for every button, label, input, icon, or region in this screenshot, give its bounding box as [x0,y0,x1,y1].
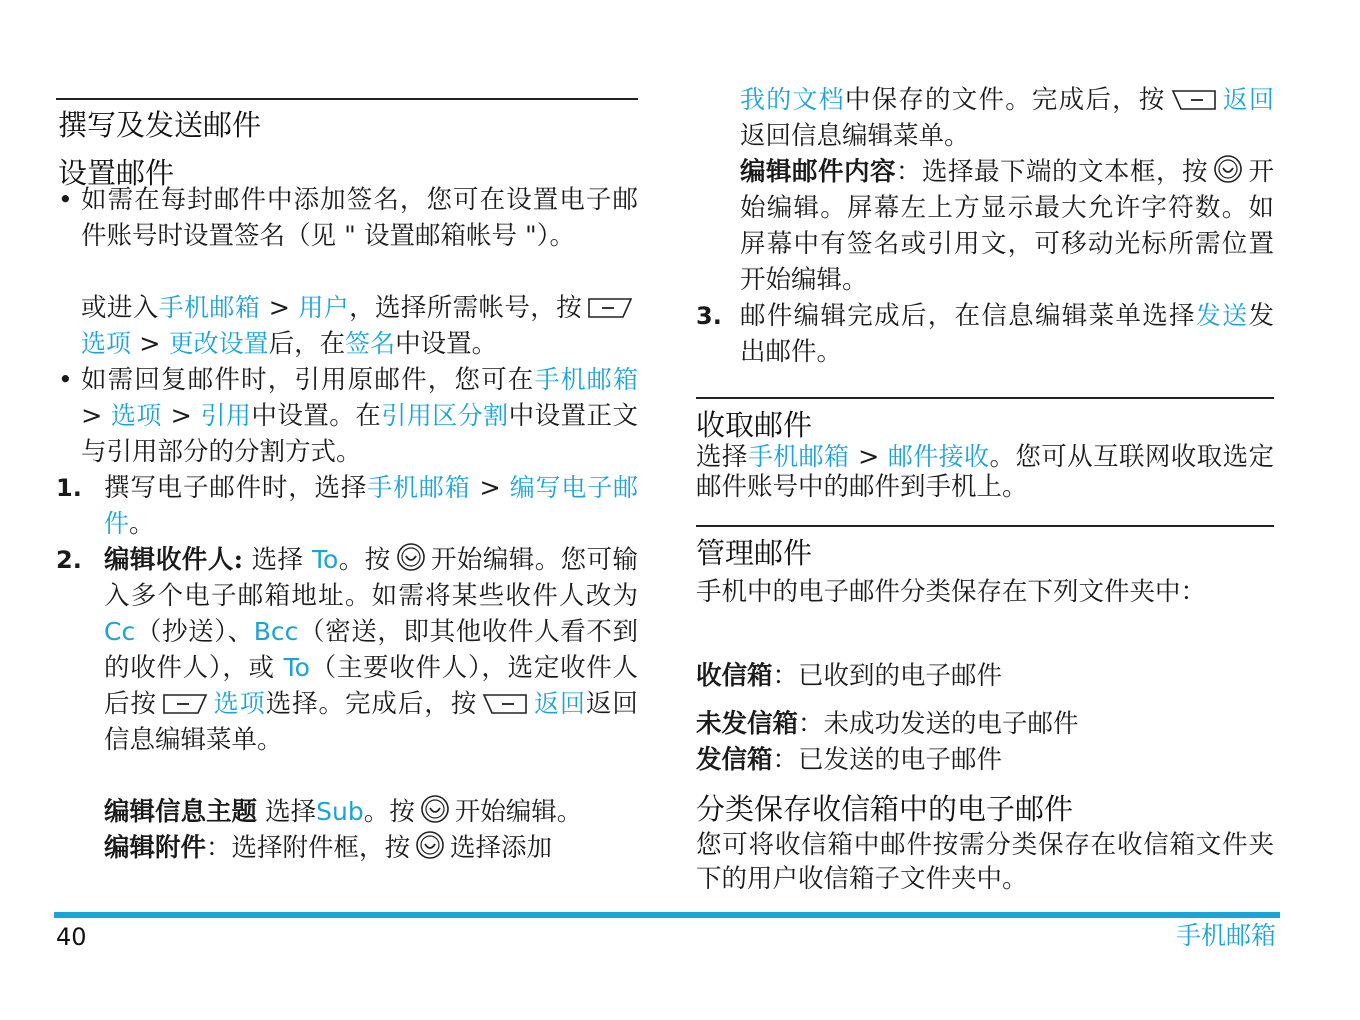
text-run: 。按 [338,545,391,575]
text-run: > [849,442,888,472]
ok-key-icon [420,794,450,824]
text-run: 。按 [363,797,415,827]
step-2-subject-para [104,794,638,830]
text-run: > [131,329,169,359]
menu-path-term: Sub [316,797,364,826]
text-run: ：已发送的电子邮件 [772,745,1003,775]
section-divider [56,98,638,100]
field-label: 收信箱 [696,661,773,691]
settings-quote-para [81,362,638,470]
settings-signature-path-para [81,290,638,362]
text-run: 手机中的电子邮件分类保存在下列文件夹中： [696,577,1207,607]
step-2-attachment-para [104,830,638,866]
menu-path-term: 手机邮箱 [534,365,638,394]
text-run: 开始编辑。 [454,797,583,827]
menu-path-term: 选项 [81,329,132,358]
text-run: > [470,473,510,503]
text-run: ：选择最下端的文本框，按 [896,157,1208,187]
draft-line [696,706,1274,742]
menu-path-term: 引用区分割 [381,401,509,430]
text-run: 选择添加 [450,833,553,863]
page-number: 40 [56,923,87,951]
section-title-compose: 撰写及发送邮件 [58,108,262,142]
ok-key-icon [1213,154,1243,184]
menu-path-term: 选项 [212,689,266,718]
subsection-title-sort: 分类保存收信箱中的电子邮件 [696,792,1074,826]
settings-signature-para [81,182,638,254]
step-number: 2. [56,546,82,574]
footer-section-title: 手机邮箱 [1175,921,1276,950]
left-soft-key-icon [587,296,633,320]
step-2-recipients-para [104,542,638,758]
text-run: 您可将收信箱中邮件按需分类保存在收信箱文件夹下的用户收信箱子文件夹中。 [696,830,1274,894]
menu-path-term: 我的文档 [740,85,845,114]
left-soft-key-icon [162,692,208,716]
menu-path-term: 返回 [533,689,586,718]
field-label: 编辑收件人: [104,545,244,575]
menu-path-term: 更改设置 [168,329,269,358]
text-run: 撰写电子邮件时，选择 [104,473,368,503]
text-run: 返回信息编辑菜单。 [740,121,970,151]
text-run: > [81,401,111,431]
text-run: 选择 [257,797,317,827]
field-label: 编辑邮件内容 [740,157,896,187]
inbox-line [696,658,1274,694]
text-run: （密送，即其他收件人看不到的收件人），或 [104,617,638,683]
bullet-mark: • [58,185,73,214]
sort-para [696,828,1274,896]
bullet-mark: • [58,365,73,394]
text-run: （抄送）、 [135,617,254,647]
text-run: 或进入 [81,293,159,323]
receive-para [696,442,1274,502]
menu-path-term: 手机邮箱 [158,293,261,322]
text-run: ：未成功发送的电子邮件 [798,709,1079,739]
menu-path-term: 选项 [110,401,162,430]
edit-content-para [740,154,1274,298]
text-run: （主要收件人），选定收件人后按 [104,653,638,719]
text-run: 中设置正文与引用部分的分割方式。 [81,401,638,467]
section-divider [696,525,1274,527]
text-run: ，选择所需帐号，按 [349,293,582,323]
text-run: 选择。完成后，按 [265,689,478,719]
text-run: 返回信息编辑菜单。 [104,689,638,755]
menu-path-term: 引用 [200,401,252,430]
text-run: 选择 [243,545,312,575]
text-run: 发出邮件。 [740,301,1274,367]
section-title-receive: 收取邮件 [696,408,813,442]
text-run: 中保存的文件。完成后，按 [844,85,1166,115]
right-soft-key-icon [1171,88,1217,112]
menu-path-term: 返回 [1221,85,1274,114]
section-title-manage: 管理邮件 [696,536,813,570]
menu-path-term: 发送 [1195,301,1249,330]
text-run: > [161,401,201,431]
text-run: 。 [129,509,155,539]
text-run: 。您可从互联网收取选定邮件账号中的邮件到手机上。 [696,442,1274,502]
subsection-title-settings: 设置邮件 [58,156,175,190]
menu-path-term: 编写电子邮件 [104,473,638,538]
text-run: ：已收到的电子邮件 [772,661,1003,691]
text-run: 如需在每封邮件中添加签名，您可在设置电子邮件账号时设置签名（见 " 设置邮箱帐号 "）。 [81,185,638,251]
text-run: 开始编辑。屏幕左上方显示最大允许字符数。如屏幕中有签名或引用文，可移动光标所需位置开始编辑。 [740,157,1274,295]
step-3-para [740,298,1274,370]
field-label: 未发信箱 [696,709,799,739]
field-label: 编辑附件 [104,833,207,863]
field-label: 编辑信息主题 [104,797,258,827]
text-run: 如需回复邮件时，引用原邮件，您可在 [81,365,535,395]
ok-key-icon [396,542,426,572]
menu-path-term: To [283,653,310,682]
menu-path-term: 签名 [345,329,396,358]
menu-path-term: To [311,545,339,574]
step-number: 1. [56,474,82,502]
ok-key-icon [415,830,445,860]
text-run: 开始编辑。您可输入多个电子邮箱地址。如需将某些收件人改为 [104,545,638,611]
right-soft-key-icon [482,692,528,716]
text-run: ：选择附件框，按 [206,833,411,863]
text-run: 选择 [696,442,748,472]
section-divider [696,397,1274,399]
menu-path-term: 用户 [298,293,350,322]
step-number: 3. [696,302,722,330]
text-run: 中设置。在 [251,401,382,431]
manage-para [696,574,1274,610]
field-label: 发信箱 [696,745,773,775]
menu-path-term: 手机邮箱 [747,442,850,471]
menu-path-term: Cc [104,617,136,646]
text-run: 中设置。 [395,329,498,359]
menu-path-term: 手机邮箱 [367,473,471,502]
text-run: 邮件编辑完成后，在信息编辑菜单选择 [740,301,1196,331]
step-1-para [104,470,638,542]
menu-path-term: Bcc [253,617,299,646]
attachment-continued-para [740,82,1274,154]
footer-bar [54,912,1280,918]
text-run: 后，在 [268,329,346,359]
menu-path-term: 邮件接收 [887,442,990,471]
text-run: > [260,293,299,323]
sent-line [696,742,1274,778]
